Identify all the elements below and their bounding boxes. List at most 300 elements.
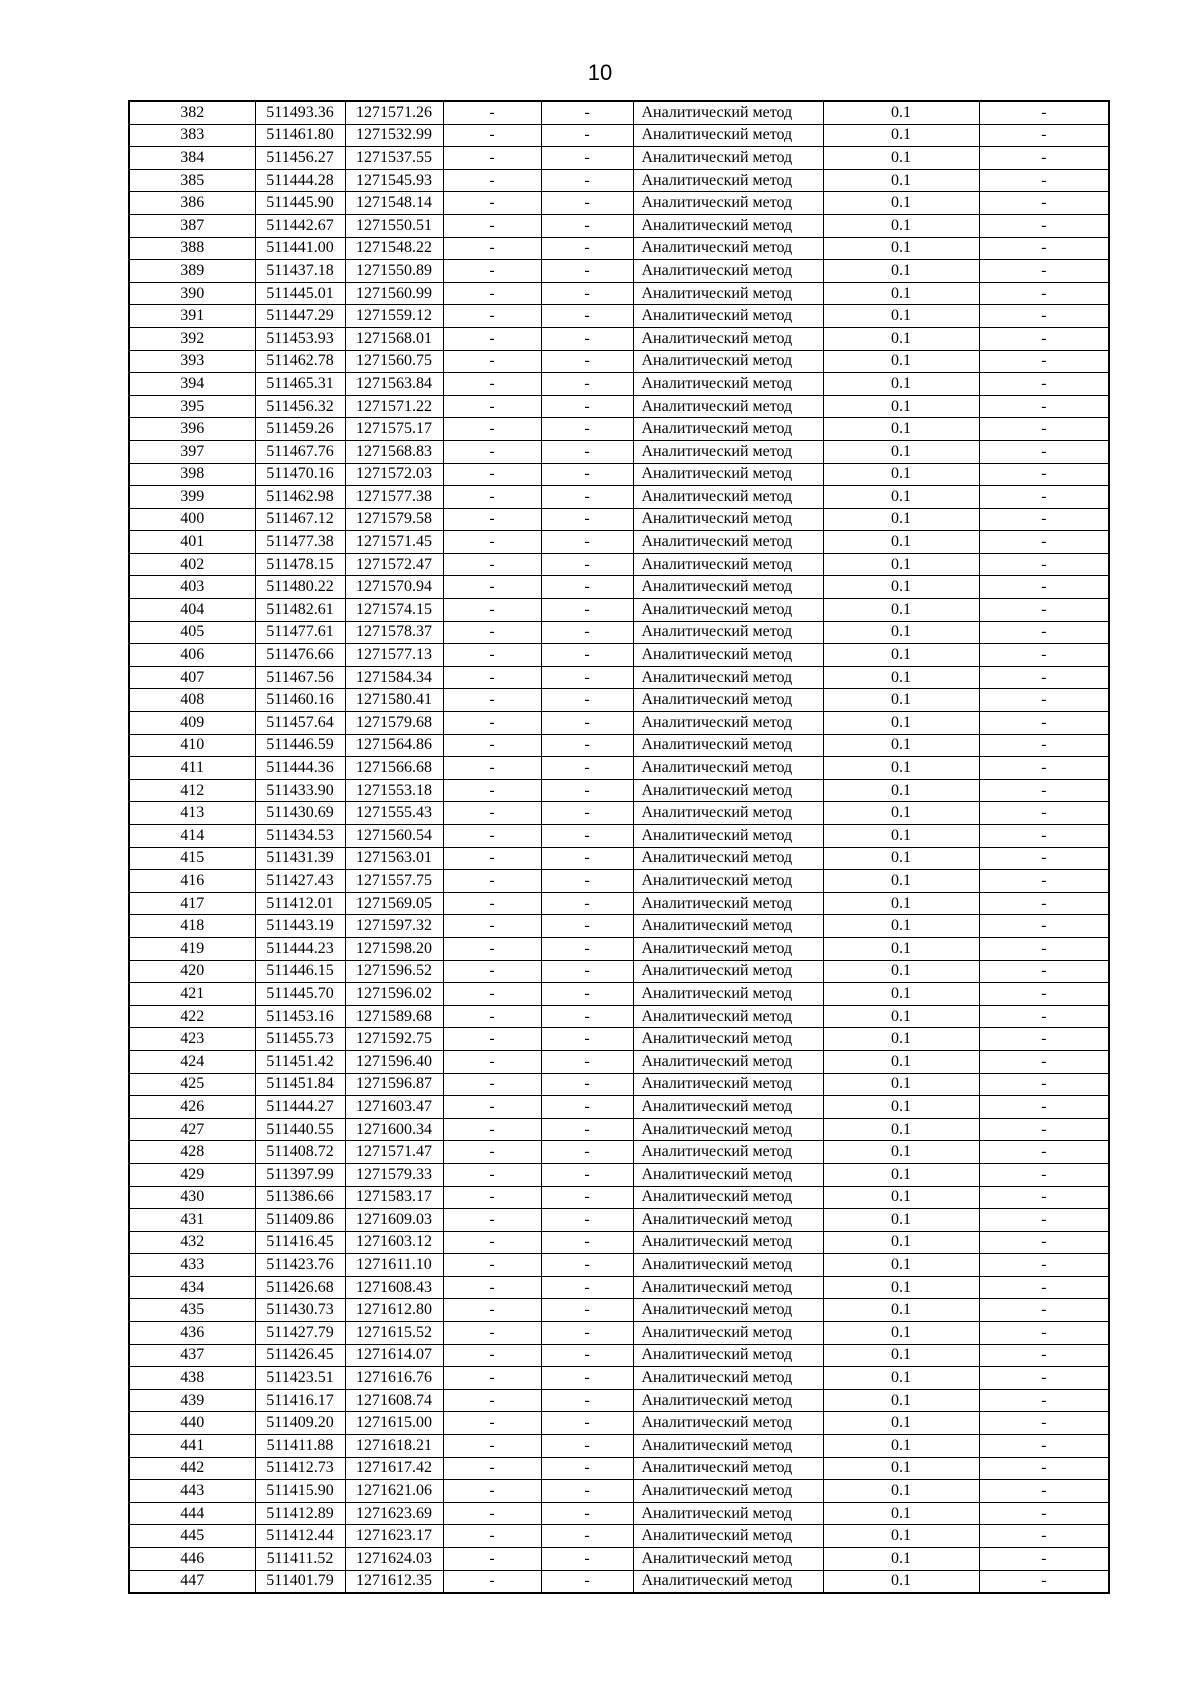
table-row bbox=[129, 599, 1109, 622]
point-number-cell: 388 bbox=[129, 237, 255, 260]
accuracy-cell: 0.1 bbox=[823, 666, 979, 689]
empty-cell: - bbox=[979, 1322, 1109, 1345]
x-coordinate-cell: 511426.45 bbox=[255, 1344, 345, 1367]
empty-cell: - bbox=[541, 644, 633, 667]
y-coordinate-cell: 1271550.51 bbox=[345, 214, 443, 237]
empty-cell: - bbox=[541, 689, 633, 712]
empty-cell: - bbox=[443, 101, 541, 124]
method-cell: Аналитический метод bbox=[633, 395, 823, 418]
point-number-cell: 409 bbox=[129, 712, 255, 735]
accuracy-cell: 0.1 bbox=[823, 1276, 979, 1299]
empty-cell: - bbox=[541, 576, 633, 599]
y-coordinate-cell: 1271548.14 bbox=[345, 192, 443, 215]
empty-cell: - bbox=[443, 1389, 541, 1412]
x-coordinate-cell: 511451.42 bbox=[255, 1050, 345, 1073]
table-row bbox=[129, 825, 1109, 848]
method-cell: Аналитический метод bbox=[633, 892, 823, 915]
method-cell: Аналитический метод bbox=[633, 1186, 823, 1209]
accuracy-cell: 0.1 bbox=[823, 440, 979, 463]
point-number-cell: 396 bbox=[129, 418, 255, 441]
x-coordinate-cell: 511386.66 bbox=[255, 1186, 345, 1209]
table-row bbox=[129, 1389, 1109, 1412]
empty-cell: - bbox=[443, 553, 541, 576]
table-row bbox=[129, 1457, 1109, 1480]
accuracy-cell: 0.1 bbox=[823, 644, 979, 667]
empty-cell: - bbox=[979, 260, 1109, 283]
accuracy-cell: 0.1 bbox=[823, 395, 979, 418]
point-number-cell: 399 bbox=[129, 486, 255, 509]
accuracy-cell: 0.1 bbox=[823, 169, 979, 192]
accuracy-cell: 0.1 bbox=[823, 305, 979, 328]
empty-cell: - bbox=[443, 169, 541, 192]
point-number-cell: 394 bbox=[129, 373, 255, 396]
x-coordinate-cell: 511444.23 bbox=[255, 937, 345, 960]
point-number-cell: 445 bbox=[129, 1525, 255, 1548]
y-coordinate-cell: 1271560.99 bbox=[345, 282, 443, 305]
x-coordinate-cell: 511411.88 bbox=[255, 1435, 345, 1458]
method-cell: Аналитический метод bbox=[633, 1548, 823, 1571]
x-coordinate-cell: 511401.79 bbox=[255, 1570, 345, 1593]
table-row bbox=[129, 1412, 1109, 1435]
empty-cell: - bbox=[979, 1299, 1109, 1322]
x-coordinate-cell: 511444.28 bbox=[255, 169, 345, 192]
method-cell: Аналитический метод bbox=[633, 599, 823, 622]
accuracy-cell: 0.1 bbox=[823, 192, 979, 215]
table-row bbox=[129, 440, 1109, 463]
point-number-cell: 410 bbox=[129, 734, 255, 757]
table-row bbox=[129, 576, 1109, 599]
point-number-cell: 416 bbox=[129, 870, 255, 893]
point-number-cell: 420 bbox=[129, 960, 255, 983]
point-number-cell: 419 bbox=[129, 937, 255, 960]
empty-cell: - bbox=[443, 1186, 541, 1209]
method-cell: Аналитический метод bbox=[633, 282, 823, 305]
empty-cell: - bbox=[979, 870, 1109, 893]
empty-cell: - bbox=[541, 192, 633, 215]
y-coordinate-cell: 1271545.93 bbox=[345, 169, 443, 192]
accuracy-cell: 0.1 bbox=[823, 1118, 979, 1141]
empty-cell: - bbox=[541, 621, 633, 644]
empty-cell: - bbox=[443, 1480, 541, 1503]
y-coordinate-cell: 1271614.07 bbox=[345, 1344, 443, 1367]
empty-cell: - bbox=[979, 305, 1109, 328]
empty-cell: - bbox=[979, 892, 1109, 915]
table-row bbox=[129, 1435, 1109, 1458]
empty-cell: - bbox=[443, 689, 541, 712]
y-coordinate-cell: 1271574.15 bbox=[345, 599, 443, 622]
method-cell: Аналитический метод bbox=[633, 1502, 823, 1525]
y-coordinate-cell: 1271608.74 bbox=[345, 1389, 443, 1412]
x-coordinate-cell: 511416.45 bbox=[255, 1231, 345, 1254]
point-number-cell: 387 bbox=[129, 214, 255, 237]
empty-cell: - bbox=[979, 169, 1109, 192]
empty-cell: - bbox=[979, 621, 1109, 644]
x-coordinate-cell: 511442.67 bbox=[255, 214, 345, 237]
y-coordinate-cell: 1271566.68 bbox=[345, 757, 443, 780]
table-row bbox=[129, 192, 1109, 215]
empty-cell: - bbox=[443, 915, 541, 938]
accuracy-cell: 0.1 bbox=[823, 1096, 979, 1119]
y-coordinate-cell: 1271611.10 bbox=[345, 1254, 443, 1277]
table-row bbox=[129, 282, 1109, 305]
point-number-cell: 441 bbox=[129, 1435, 255, 1458]
y-coordinate-cell: 1271580.41 bbox=[345, 689, 443, 712]
x-coordinate-cell: 511427.43 bbox=[255, 870, 345, 893]
accuracy-cell: 0.1 bbox=[823, 983, 979, 1006]
empty-cell: - bbox=[443, 847, 541, 870]
empty-cell: - bbox=[541, 305, 633, 328]
table-row bbox=[129, 689, 1109, 712]
method-cell: Аналитический метод bbox=[633, 124, 823, 147]
accuracy-cell: 0.1 bbox=[823, 757, 979, 780]
y-coordinate-cell: 1271596.87 bbox=[345, 1073, 443, 1096]
x-coordinate-cell: 511478.15 bbox=[255, 553, 345, 576]
y-coordinate-cell: 1271571.45 bbox=[345, 531, 443, 554]
empty-cell: - bbox=[541, 599, 633, 622]
empty-cell: - bbox=[541, 463, 633, 486]
empty-cell: - bbox=[541, 779, 633, 802]
empty-cell: - bbox=[979, 463, 1109, 486]
point-number-cell: 428 bbox=[129, 1141, 255, 1164]
x-coordinate-cell: 511456.27 bbox=[255, 147, 345, 170]
empty-cell: - bbox=[541, 1186, 633, 1209]
point-number-cell: 407 bbox=[129, 666, 255, 689]
empty-cell: - bbox=[541, 1028, 633, 1051]
empty-cell: - bbox=[541, 1525, 633, 1548]
point-number-cell: 422 bbox=[129, 1005, 255, 1028]
x-coordinate-cell: 511423.76 bbox=[255, 1254, 345, 1277]
y-coordinate-cell: 1271615.52 bbox=[345, 1322, 443, 1345]
table-row bbox=[129, 486, 1109, 509]
point-number-cell: 405 bbox=[129, 621, 255, 644]
x-coordinate-cell: 511453.16 bbox=[255, 1005, 345, 1028]
empty-cell: - bbox=[979, 576, 1109, 599]
point-number-cell: 385 bbox=[129, 169, 255, 192]
empty-cell: - bbox=[541, 237, 633, 260]
y-coordinate-cell: 1271572.47 bbox=[345, 553, 443, 576]
point-number-cell: 401 bbox=[129, 531, 255, 554]
y-coordinate-cell: 1271583.17 bbox=[345, 1186, 443, 1209]
x-coordinate-cell: 511482.61 bbox=[255, 599, 345, 622]
point-number-cell: 440 bbox=[129, 1412, 255, 1435]
point-number-cell: 437 bbox=[129, 1344, 255, 1367]
table-row bbox=[129, 621, 1109, 644]
table-row bbox=[129, 124, 1109, 147]
x-coordinate-cell: 511453.93 bbox=[255, 327, 345, 350]
empty-cell: - bbox=[979, 1005, 1109, 1028]
empty-cell: - bbox=[541, 1367, 633, 1390]
method-cell: Аналитический метод bbox=[633, 644, 823, 667]
table-row bbox=[129, 463, 1109, 486]
point-number-cell: 439 bbox=[129, 1389, 255, 1412]
y-coordinate-cell: 1271579.58 bbox=[345, 508, 443, 531]
method-cell: Аналитический метод bbox=[633, 1480, 823, 1503]
empty-cell: - bbox=[541, 147, 633, 170]
empty-cell: - bbox=[979, 440, 1109, 463]
x-coordinate-cell: 511465.31 bbox=[255, 373, 345, 396]
y-coordinate-cell: 1271603.47 bbox=[345, 1096, 443, 1119]
method-cell: Аналитический метод bbox=[633, 1073, 823, 1096]
empty-cell: - bbox=[979, 983, 1109, 1006]
x-coordinate-cell: 511434.53 bbox=[255, 825, 345, 848]
method-cell: Аналитический метод bbox=[633, 825, 823, 848]
x-coordinate-cell: 511397.99 bbox=[255, 1163, 345, 1186]
empty-cell: - bbox=[541, 712, 633, 735]
x-coordinate-cell: 511409.86 bbox=[255, 1209, 345, 1232]
x-coordinate-cell: 511426.68 bbox=[255, 1276, 345, 1299]
method-cell: Аналитический метод bbox=[633, 960, 823, 983]
y-coordinate-cell: 1271577.38 bbox=[345, 486, 443, 509]
point-number-cell: 393 bbox=[129, 350, 255, 373]
x-coordinate-cell: 511459.26 bbox=[255, 418, 345, 441]
x-coordinate-cell: 511433.90 bbox=[255, 779, 345, 802]
empty-cell: - bbox=[979, 192, 1109, 215]
empty-cell: - bbox=[443, 192, 541, 215]
empty-cell: - bbox=[541, 282, 633, 305]
empty-cell: - bbox=[443, 1299, 541, 1322]
empty-cell: - bbox=[541, 214, 633, 237]
accuracy-cell: 0.1 bbox=[823, 531, 979, 554]
empty-cell: - bbox=[979, 124, 1109, 147]
accuracy-cell: 0.1 bbox=[823, 237, 979, 260]
empty-cell: - bbox=[979, 1141, 1109, 1164]
table-row bbox=[129, 1367, 1109, 1390]
accuracy-cell: 0.1 bbox=[823, 1186, 979, 1209]
method-cell: Аналитический метод bbox=[633, 327, 823, 350]
method-cell: Аналитический метод bbox=[633, 1435, 823, 1458]
x-coordinate-cell: 511415.90 bbox=[255, 1480, 345, 1503]
empty-cell: - bbox=[541, 350, 633, 373]
empty-cell: - bbox=[541, 1005, 633, 1028]
empty-cell: - bbox=[541, 1299, 633, 1322]
empty-cell: - bbox=[443, 214, 541, 237]
accuracy-cell: 0.1 bbox=[823, 1163, 979, 1186]
accuracy-cell: 0.1 bbox=[823, 621, 979, 644]
method-cell: Аналитический метод bbox=[633, 1299, 823, 1322]
x-coordinate-cell: 511437.18 bbox=[255, 260, 345, 283]
empty-cell: - bbox=[541, 1412, 633, 1435]
empty-cell: - bbox=[541, 260, 633, 283]
x-coordinate-cell: 511462.78 bbox=[255, 350, 345, 373]
table-row bbox=[129, 395, 1109, 418]
x-coordinate-cell: 511476.66 bbox=[255, 644, 345, 667]
empty-cell: - bbox=[541, 1344, 633, 1367]
empty-cell: - bbox=[443, 1073, 541, 1096]
page-number: 10 bbox=[587, 60, 613, 85]
method-cell: Аналитический метод bbox=[633, 531, 823, 554]
accuracy-cell: 0.1 bbox=[823, 1367, 979, 1390]
empty-cell: - bbox=[443, 147, 541, 170]
method-cell: Аналитический метод bbox=[633, 350, 823, 373]
empty-cell: - bbox=[541, 960, 633, 983]
point-number-cell: 382 bbox=[129, 101, 255, 124]
empty-cell: - bbox=[541, 1073, 633, 1096]
accuracy-cell: 0.1 bbox=[823, 1050, 979, 1073]
method-cell: Аналитический метод bbox=[633, 712, 823, 735]
accuracy-cell: 0.1 bbox=[823, 124, 979, 147]
empty-cell: - bbox=[541, 124, 633, 147]
y-coordinate-cell: 1271537.55 bbox=[345, 147, 443, 170]
method-cell: Аналитический метод bbox=[633, 553, 823, 576]
x-coordinate-cell: 511445.70 bbox=[255, 983, 345, 1006]
empty-cell: - bbox=[443, 825, 541, 848]
empty-cell: - bbox=[979, 1457, 1109, 1480]
empty-cell: - bbox=[541, 937, 633, 960]
empty-cell: - bbox=[443, 937, 541, 960]
accuracy-cell: 0.1 bbox=[823, 802, 979, 825]
table-row bbox=[129, 1005, 1109, 1028]
method-cell: Аналитический метод bbox=[633, 870, 823, 893]
table-row bbox=[129, 1118, 1109, 1141]
empty-cell: - bbox=[541, 847, 633, 870]
method-cell: Аналитический метод bbox=[633, 147, 823, 170]
empty-cell: - bbox=[443, 802, 541, 825]
empty-cell: - bbox=[443, 237, 541, 260]
method-cell: Аналитический метод bbox=[633, 1525, 823, 1548]
x-coordinate-cell: 511493.36 bbox=[255, 101, 345, 124]
accuracy-cell: 0.1 bbox=[823, 779, 979, 802]
table-row bbox=[129, 1028, 1109, 1051]
empty-cell: - bbox=[541, 418, 633, 441]
method-cell: Аналитический метод bbox=[633, 1028, 823, 1051]
y-coordinate-cell: 1271560.75 bbox=[345, 350, 443, 373]
empty-cell: - bbox=[443, 1005, 541, 1028]
point-number-cell: 438 bbox=[129, 1367, 255, 1390]
method-cell: Аналитический метод bbox=[633, 1322, 823, 1345]
accuracy-cell: 0.1 bbox=[823, 937, 979, 960]
empty-cell: - bbox=[443, 1548, 541, 1571]
x-coordinate-cell: 511455.73 bbox=[255, 1028, 345, 1051]
table-row bbox=[129, 892, 1109, 915]
x-coordinate-cell: 511451.84 bbox=[255, 1073, 345, 1096]
empty-cell: - bbox=[443, 124, 541, 147]
method-cell: Аналитический метод bbox=[633, 666, 823, 689]
method-cell: Аналитический метод bbox=[633, 1367, 823, 1390]
y-coordinate-cell: 1271575.17 bbox=[345, 418, 443, 441]
accuracy-cell: 0.1 bbox=[823, 1502, 979, 1525]
y-coordinate-cell: 1271617.42 bbox=[345, 1457, 443, 1480]
accuracy-cell: 0.1 bbox=[823, 373, 979, 396]
y-coordinate-cell: 1271584.34 bbox=[345, 666, 443, 689]
y-coordinate-cell: 1271568.83 bbox=[345, 440, 443, 463]
empty-cell: - bbox=[541, 101, 633, 124]
accuracy-cell: 0.1 bbox=[823, 486, 979, 509]
accuracy-cell: 0.1 bbox=[823, 847, 979, 870]
method-cell: Аналитический метод bbox=[633, 1412, 823, 1435]
accuracy-cell: 0.1 bbox=[823, 1435, 979, 1458]
point-number-cell: 430 bbox=[129, 1186, 255, 1209]
accuracy-cell: 0.1 bbox=[823, 689, 979, 712]
empty-cell: - bbox=[541, 1231, 633, 1254]
empty-cell: - bbox=[541, 373, 633, 396]
y-coordinate-cell: 1271555.43 bbox=[345, 802, 443, 825]
point-number-cell: 427 bbox=[129, 1118, 255, 1141]
empty-cell: - bbox=[979, 666, 1109, 689]
x-coordinate-cell: 511409.20 bbox=[255, 1412, 345, 1435]
empty-cell: - bbox=[979, 1118, 1109, 1141]
empty-cell: - bbox=[443, 599, 541, 622]
empty-cell: - bbox=[541, 1435, 633, 1458]
empty-cell: - bbox=[541, 1570, 633, 1593]
empty-cell: - bbox=[979, 1254, 1109, 1277]
empty-cell: - bbox=[443, 1502, 541, 1525]
point-number-cell: 433 bbox=[129, 1254, 255, 1277]
empty-cell: - bbox=[443, 1163, 541, 1186]
y-coordinate-cell: 1271550.89 bbox=[345, 260, 443, 283]
empty-cell: - bbox=[443, 531, 541, 554]
empty-cell: - bbox=[979, 712, 1109, 735]
accuracy-cell: 0.1 bbox=[823, 147, 979, 170]
accuracy-cell: 0.1 bbox=[823, 1525, 979, 1548]
accuracy-cell: 0.1 bbox=[823, 101, 979, 124]
method-cell: Аналитический метод bbox=[633, 1096, 823, 1119]
empty-cell: - bbox=[541, 508, 633, 531]
table-row bbox=[129, 531, 1109, 554]
y-coordinate-cell: 1271623.17 bbox=[345, 1525, 443, 1548]
y-coordinate-cell: 1271568.01 bbox=[345, 327, 443, 350]
y-coordinate-cell: 1271548.22 bbox=[345, 237, 443, 260]
y-coordinate-cell: 1271563.01 bbox=[345, 847, 443, 870]
empty-cell: - bbox=[979, 1276, 1109, 1299]
x-coordinate-cell: 511444.36 bbox=[255, 757, 345, 780]
point-number-cell: 413 bbox=[129, 802, 255, 825]
empty-cell: - bbox=[979, 757, 1109, 780]
empty-cell: - bbox=[443, 1028, 541, 1051]
accuracy-cell: 0.1 bbox=[823, 1570, 979, 1593]
y-coordinate-cell: 1271563.84 bbox=[345, 373, 443, 396]
empty-cell: - bbox=[979, 553, 1109, 576]
x-coordinate-cell: 511412.01 bbox=[255, 892, 345, 915]
point-number-cell: 431 bbox=[129, 1209, 255, 1232]
method-cell: Аналитический метод bbox=[633, 621, 823, 644]
empty-cell: - bbox=[541, 440, 633, 463]
empty-cell: - bbox=[541, 1254, 633, 1277]
empty-cell: - bbox=[541, 734, 633, 757]
empty-cell: - bbox=[979, 1231, 1109, 1254]
y-coordinate-cell: 1271603.12 bbox=[345, 1231, 443, 1254]
empty-cell: - bbox=[979, 282, 1109, 305]
empty-cell: - bbox=[443, 327, 541, 350]
table-row bbox=[129, 327, 1109, 350]
x-coordinate-cell: 511411.52 bbox=[255, 1548, 345, 1571]
empty-cell: - bbox=[979, 1389, 1109, 1412]
empty-cell: - bbox=[443, 892, 541, 915]
empty-cell: - bbox=[541, 666, 633, 689]
x-coordinate-cell: 511444.27 bbox=[255, 1096, 345, 1119]
x-coordinate-cell: 511460.16 bbox=[255, 689, 345, 712]
point-number-cell: 391 bbox=[129, 305, 255, 328]
accuracy-cell: 0.1 bbox=[823, 825, 979, 848]
y-coordinate-cell: 1271557.75 bbox=[345, 870, 443, 893]
empty-cell: - bbox=[443, 282, 541, 305]
y-coordinate-cell: 1271618.21 bbox=[345, 1435, 443, 1458]
table-row bbox=[129, 1209, 1109, 1232]
table-row bbox=[129, 237, 1109, 260]
empty-cell: - bbox=[443, 983, 541, 1006]
accuracy-cell: 0.1 bbox=[823, 712, 979, 735]
method-cell: Аналитический метод bbox=[633, 983, 823, 1006]
x-coordinate-cell: 511412.89 bbox=[255, 1502, 345, 1525]
y-coordinate-cell: 1271623.69 bbox=[345, 1502, 443, 1525]
empty-cell: - bbox=[979, 1502, 1109, 1525]
x-coordinate-cell: 511477.61 bbox=[255, 621, 345, 644]
empty-cell: - bbox=[443, 712, 541, 735]
empty-cell: - bbox=[541, 892, 633, 915]
point-number-cell: 434 bbox=[129, 1276, 255, 1299]
table-row bbox=[129, 1480, 1109, 1503]
accuracy-cell: 0.1 bbox=[823, 418, 979, 441]
empty-cell: - bbox=[443, 1141, 541, 1164]
